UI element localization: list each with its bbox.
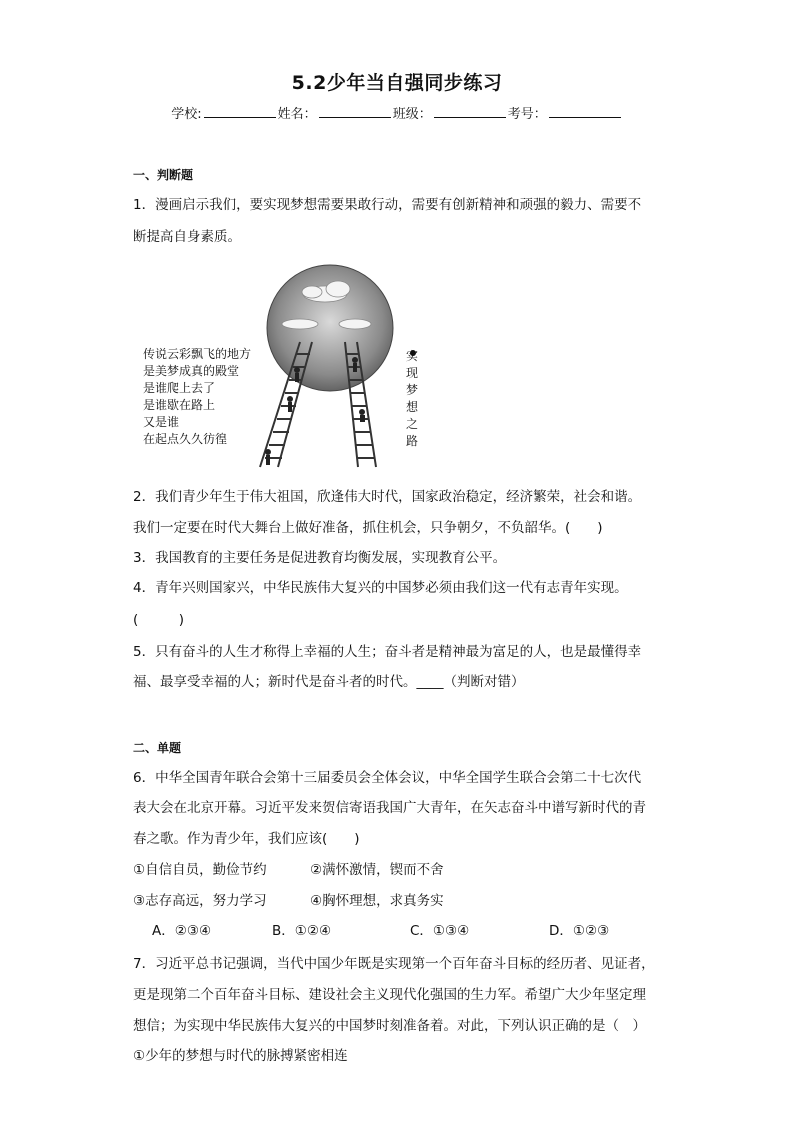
question-6-item-1: ①自信自员，勤俭节约 — [133, 862, 267, 878]
poem-line: 在起点久久彷徨 — [143, 432, 228, 446]
school-label: 学校: — [171, 107, 202, 122]
question-7-line-3: 想信；为实现中华民族伟大复兴的中国梦时刻准备着。对此，下列认识正确的是（ ） — [133, 1018, 646, 1034]
number-blank — [549, 105, 621, 118]
question-6-option-a[interactable]: A．②③④ — [152, 923, 212, 939]
class-label: 班级： — [392, 107, 432, 122]
name-label: 姓名： — [277, 107, 317, 122]
question-4-line-1: 4．青年兴则国家兴，中华民族伟大复兴的中国梦必须由我们这一代有志青年实现。 — [133, 580, 628, 596]
question-6-option-c[interactable]: C．①③④ — [410, 923, 470, 939]
question-1-line-2: 断提高自身素质。 — [133, 229, 241, 245]
question-6-option-b[interactable]: B．①②④ — [272, 923, 332, 939]
student-info-line — [0, 103, 794, 122]
question-7-line-4: ①少年的梦想与时代的脉搏紧密相连 — [133, 1048, 348, 1064]
question-4-line-2: ( ) — [133, 612, 185, 628]
question-2-line-2: 我们一定要在时代大舞台上做好准备，抓住机会，只争朝夕，不负韶华。( ) — [133, 520, 603, 536]
cartoon-poem — [143, 346, 251, 448]
question-5-line-1: 5．只有奋斗的人生才称得上幸福的人生；奋斗者是精神最为富足的人，也是最懂得幸 — [133, 644, 642, 660]
page-title: 5.2少年当自强同步练习 — [291, 72, 503, 94]
school-blank — [204, 105, 276, 118]
question-2-line-1: 2．我们青少年生于伟大祖国，欣逢伟大时代，国家政治稳定，经济繁荣，社会和谐。 — [133, 489, 642, 505]
number-label: 考号： — [507, 107, 547, 122]
question-6-line-1: 6．中华全国青年联合会第十三届委员会全体会议，中华全国学生联合会第二十七次代 — [133, 770, 642, 786]
cartoon-vertical-caption: 实现梦想之路 — [405, 349, 418, 448]
section-heading-judgement: 一、判断题 — [133, 168, 194, 182]
question-6-line-3: 春之歌。作为青少年，我们应该( ) — [133, 831, 360, 847]
question-3-line-1: 3．我国教育的主要任务是促进教育均衡发展，实现教育公平。 — [133, 550, 507, 566]
question-7-line-2: 更是现第二个百年奋斗目标、建设社会主义现代化强国的生力军。希望广大少年坚定理 — [133, 987, 646, 1003]
section-heading-single-choice: 二、单题 — [133, 741, 182, 755]
question-6-line-2: 表大会在北京开幕。习近平发来贺信寄语我国广大青年，在矢志奋斗中谱写新时代的青 — [133, 800, 646, 816]
poem-line: 又是谁 — [143, 415, 180, 429]
question-5-line-2: 福、最享受幸福的人；新时代是奋斗者的时代。____（判断对错） — [133, 674, 525, 690]
class-blank — [434, 105, 506, 118]
question-1-line-1: 1．漫画启示我们，要实现梦想需要果敢行动，需要有创新精神和顽强的毅力、需要不 — [133, 197, 642, 213]
poem-line: 是美梦成真的殿堂 — [143, 364, 240, 378]
poem-line: 是谁歇在路上 — [143, 398, 216, 412]
question-6-option-d[interactable]: D．①②③ — [549, 923, 610, 939]
question-6-item-4: ④胸怀理想，求真务实 — [310, 893, 444, 909]
poem-line: 是谁爬上去了 — [143, 381, 216, 395]
poem-line: 传说云彩飘飞的地方 — [143, 347, 252, 361]
question-7-line-1: 7．习近平总书记强调，当代中国少年既是实现第一个百年奋斗目标的经历者、见证者， — [133, 956, 655, 972]
name-blank — [319, 105, 391, 118]
question-6-item-2: ②满怀激情，锲而不舍 — [310, 862, 444, 878]
question-6-item-3: ③志存高远，努力学习 — [133, 893, 267, 909]
